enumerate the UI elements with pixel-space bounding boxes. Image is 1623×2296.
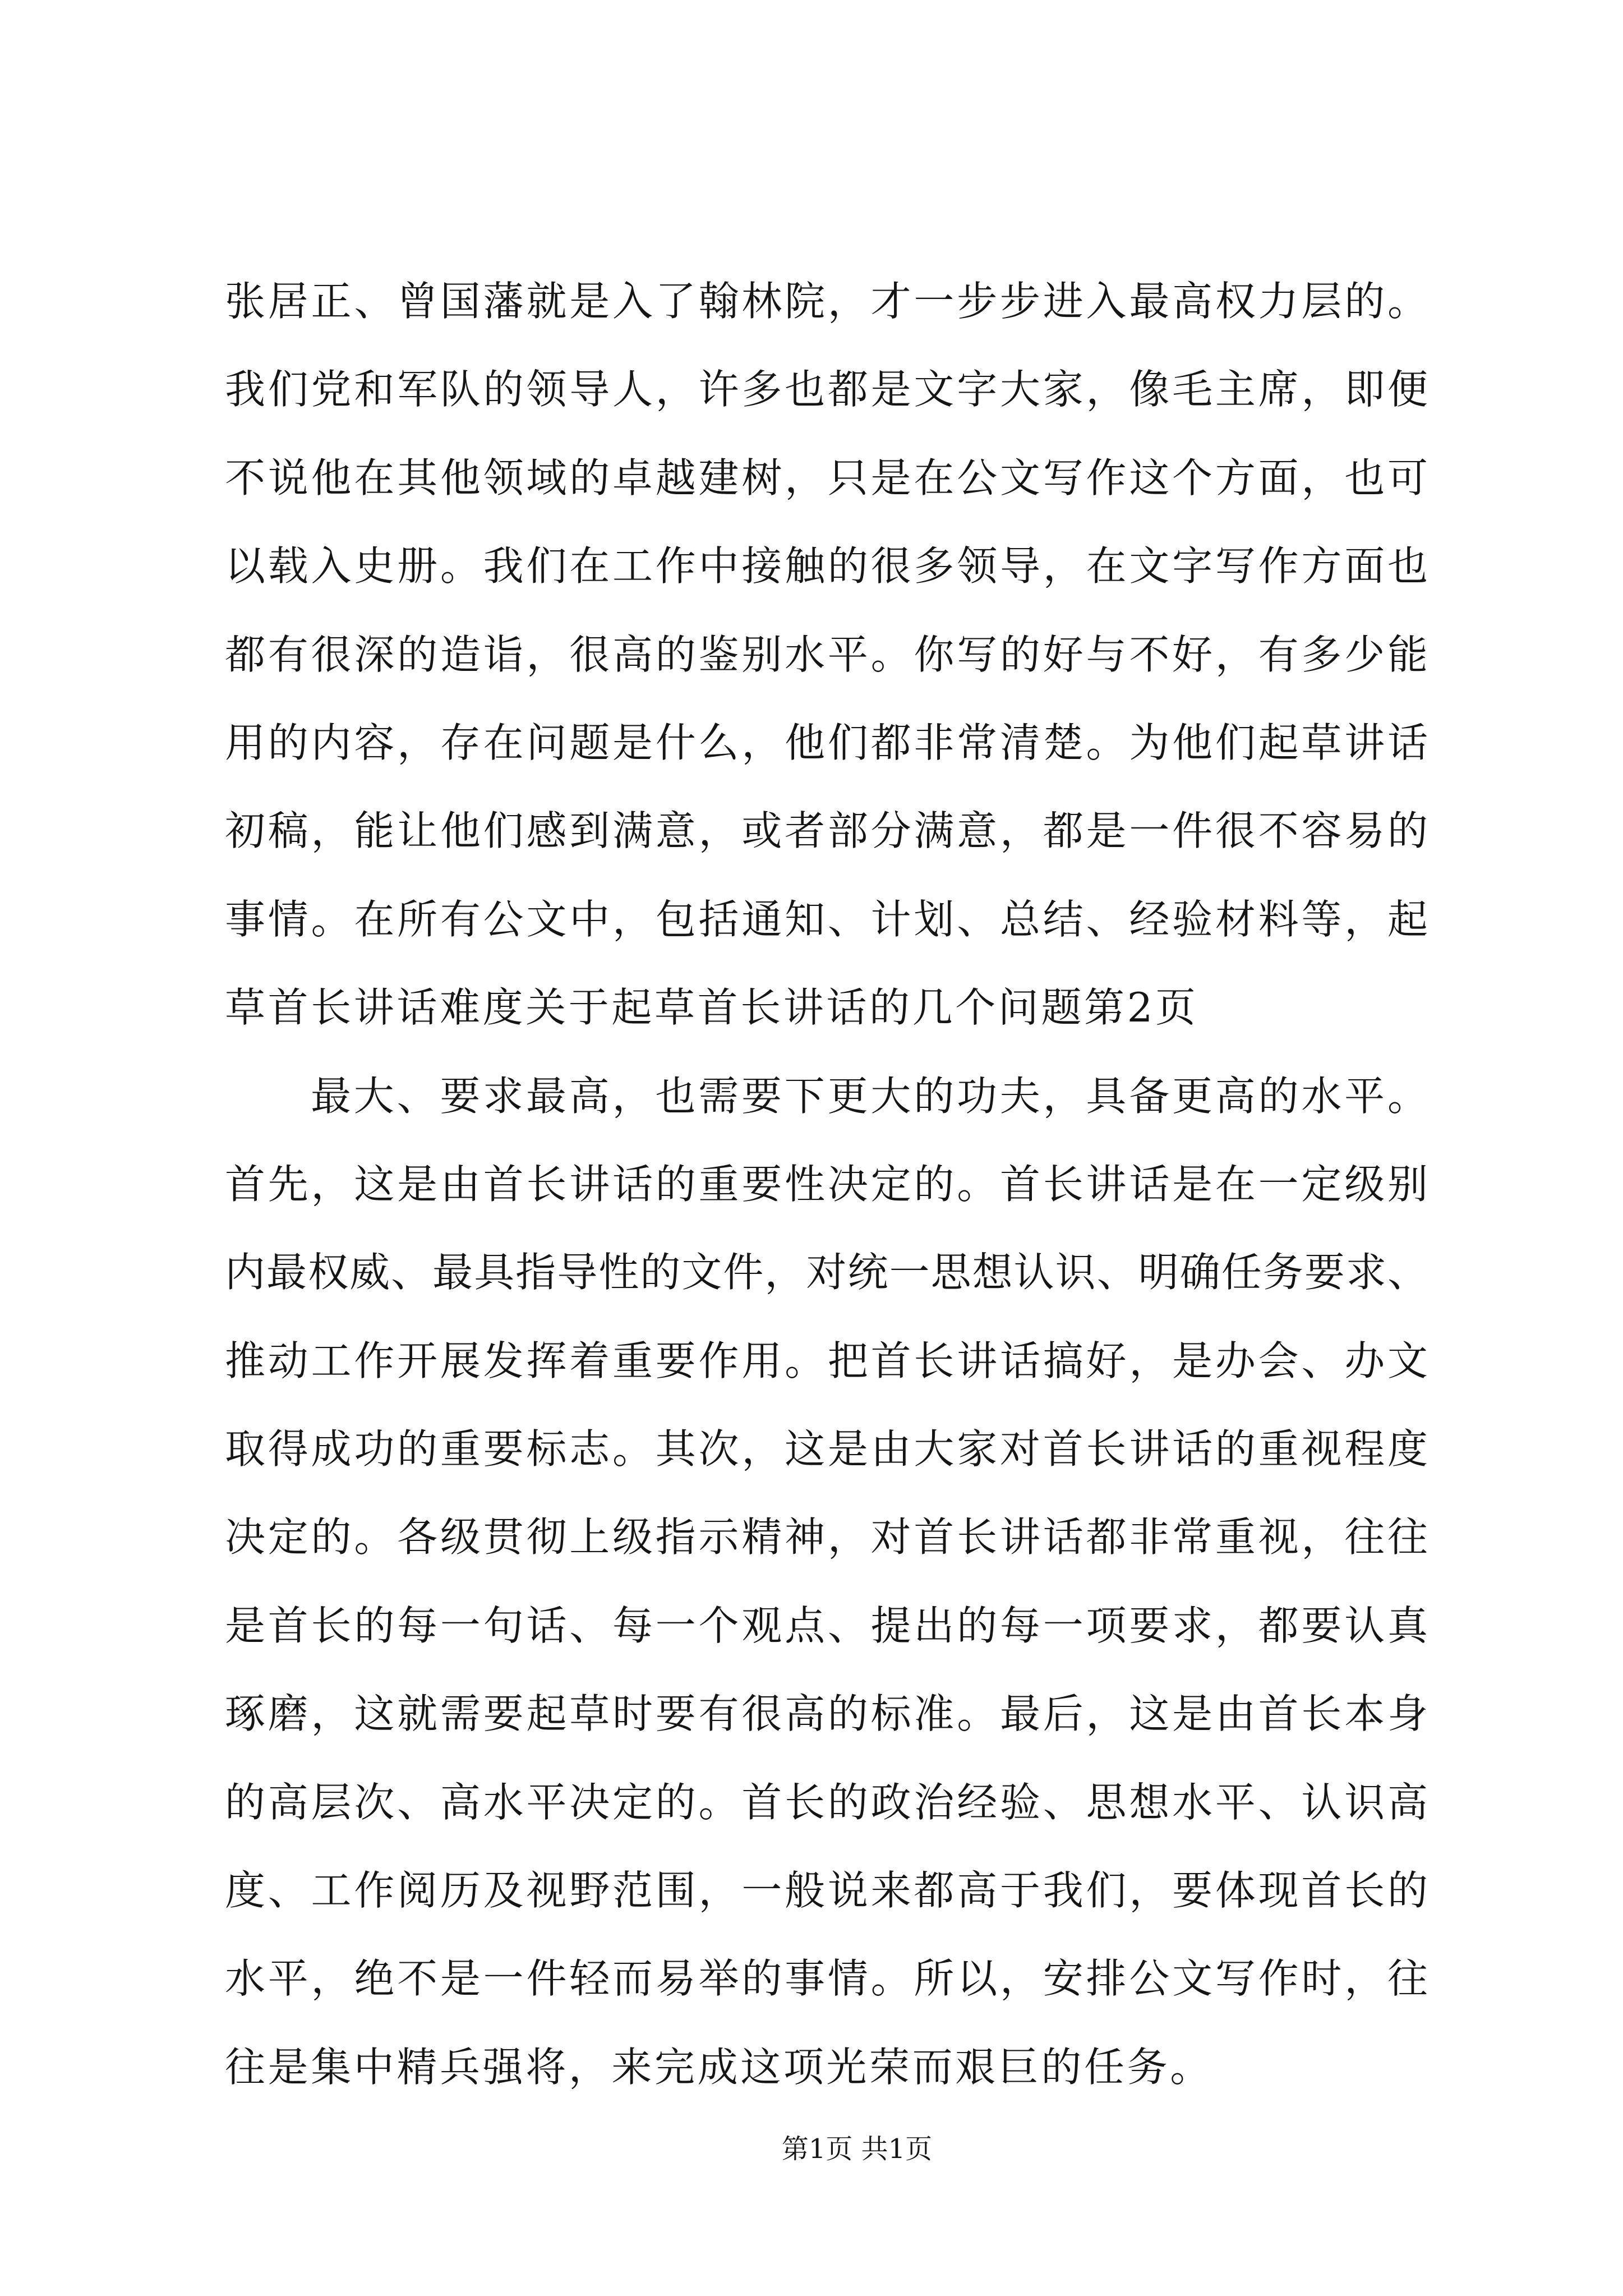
body-line-paragraph-end: 往是集中精兵强将，来完成这项光荣而艰巨的任务。: [225, 2043, 1213, 2091]
body-line: 以载入史册。我们在工作中接触的很多领导，在文字写作方面也: [225, 542, 1428, 590]
body-line: 推动工作开展发挥着重要作用。把首长讲话搞好，是办会、办文: [225, 1337, 1428, 1384]
document-body: [225, 257, 1428, 2111]
body-line: 张居正、曾国藩就是入了翰林院，才一步步进入最高权力层的。: [225, 278, 1428, 325]
body-line: 水平，绝不是一件轻而易举的事情。所以，安排公文写作时，往: [225, 1955, 1428, 2003]
body-line: 度、工作阅历及视野范围，一般说来都高于我们，要体现首长的: [225, 1867, 1428, 1915]
body-line: 内最权威、最具指导性的文件，对统一思想认识、明确任务要求、: [225, 1249, 1428, 1296]
body-line: 我们党和军队的领导人，许多也都是文字大家，像毛主席，即便: [225, 366, 1428, 413]
body-line: 都有很深的造诣，很高的鉴别水平。你写的好与不好，有多少能: [225, 631, 1428, 678]
body-line: 初稿，能让他们感到满意，或者部分满意，都是一件很不容易的: [225, 807, 1428, 855]
body-line: 不说他在其他领域的卓越建树，只是在公文写作这个方面，也可: [225, 454, 1428, 501]
body-line: 决定的。各级贯彻上级指示精神，对首长讲话都非常重视，往往: [225, 1513, 1428, 1561]
body-line: 是首长的每一句话、每一个观点、提出的每一项要求，都要认真: [225, 1602, 1428, 1649]
body-line-paragraph-start: 最大、要求最高，也需要下更大的功夫，具备更高的水平。: [311, 1072, 1428, 1120]
body-line: 的高层次、高水平决定的。首长的政治经验、思想水平、认识高: [225, 1778, 1428, 1826]
page-footer: 第1页 共1页: [781, 2133, 933, 2165]
body-line: 琢磨，这就需要起草时要有很高的标准。最后，这是由首长本身: [225, 1690, 1428, 1738]
body-line: 首先，这是由首长讲话的重要性决定的。首长讲话是在一定级别: [225, 1160, 1428, 1208]
body-line-paragraph-end: 草首长讲话难度关于起草首长讲话的几个问题第2页: [225, 984, 1198, 1032]
body-line: 取得成功的重要标志。其次，这是由大家对首长讲话的重视程度: [225, 1425, 1428, 1473]
body-line: 事情。在所有公文中，包括通知、计划、总结、经验材料等，起: [225, 895, 1428, 943]
body-line: 用的内容，存在问题是什么，他们都非常清楚。为他们起草讲话: [225, 719, 1428, 766]
